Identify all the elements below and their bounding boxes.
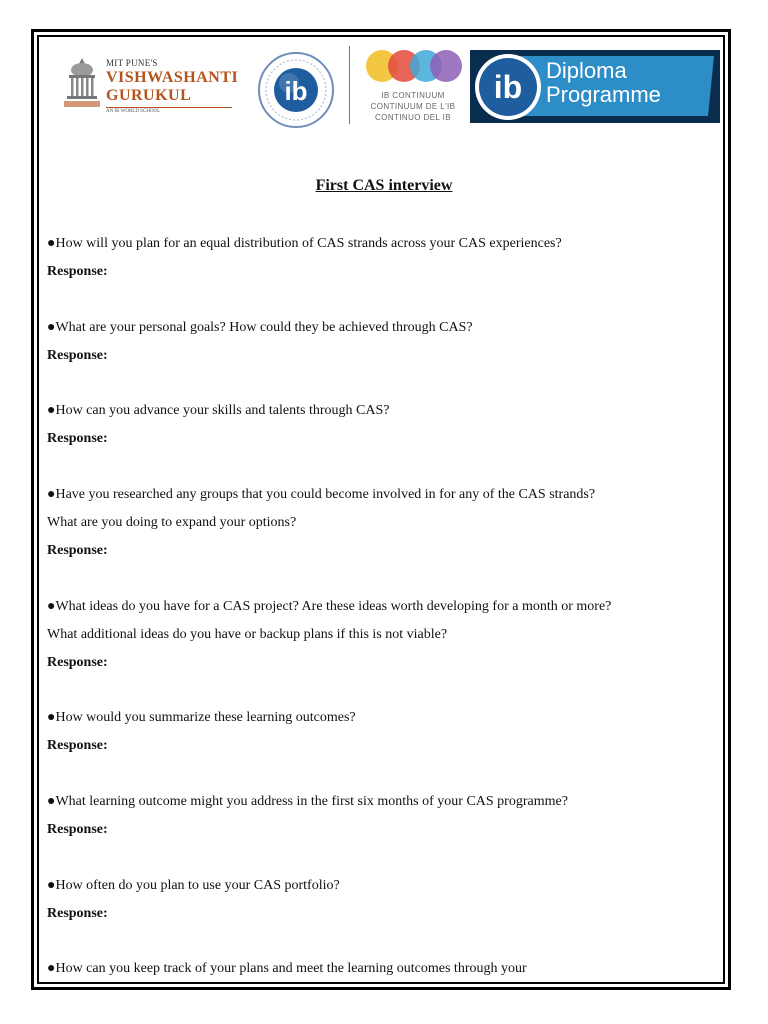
response-label-3: Response: <box>47 431 108 446</box>
school-logo <box>62 56 239 116</box>
diploma-programme-logo <box>470 50 720 123</box>
question-8: ●How often do you plan to use your CAS portfolio? <box>47 878 340 893</box>
question-7: ●What learning outcome might you address in the first six months of your CAS programme? <box>47 794 568 809</box>
ib-seal-logo <box>256 50 336 130</box>
school-logo-line1: MIT PUNE'S <box>106 58 158 68</box>
response-label-4: Response: <box>47 543 108 558</box>
diploma-mark: ib <box>493 69 523 105</box>
response-label-2: Response: <box>47 348 108 363</box>
logo-divider <box>349 46 350 124</box>
response-label-7: Response: <box>47 822 108 837</box>
page-title: First CAS interview <box>315 177 453 194</box>
header-logos <box>62 44 722 128</box>
response-label-5: Response: <box>47 655 108 670</box>
school-logo-line3: GURUKUL <box>106 87 192 104</box>
response-label-8: Response: <box>47 906 108 921</box>
building-icon <box>62 56 102 110</box>
response-label-6: Response: <box>47 738 108 753</box>
continuum-line3: CONTINUO DEL IB <box>375 113 451 122</box>
question-9: ●How can you keep track of your plans and meet the learning outcomes through your <box>47 961 527 976</box>
school-logo-rule <box>106 107 232 108</box>
question-2: ●What are your personal goals? How could they be achieved through CAS? <box>47 320 473 335</box>
response-label-1: Response: <box>47 264 108 279</box>
question-3: ●How can you advance your skills and talents through CAS? <box>47 403 390 418</box>
question-1: ●How will you plan for an equal distribution of CAS strands across your CAS experiences? <box>47 236 562 251</box>
question-6: ●How would you summarize these learning outcomes? <box>47 710 356 725</box>
school-logo-tagline: AN IB WORLD SCHOOL <box>106 109 161 114</box>
continuum-line1: IB CONTINUUM <box>381 91 445 100</box>
continuum-line2: CONTINUUM DE L'IB <box>370 102 456 111</box>
diploma-line2: Programme <box>546 82 661 107</box>
question-4: ●Have you researched any groups that you could become involved in for any of the CAS strands? What are you doing to expand your options? <box>47 487 596 530</box>
ib-continuum-logo <box>358 48 468 128</box>
question-5: ●What ideas do you have for a CAS project? Are these ideas worth developing for a month or more? What additional ideas do you have or backup plans if this is not viable? <box>47 599 612 642</box>
school-logo-line2: VISHWASHANTI <box>106 69 239 86</box>
seal-mark: ib <box>284 76 308 106</box>
diploma-line1: Diploma <box>546 58 627 83</box>
continuum-circles-icon <box>364 48 464 84</box>
